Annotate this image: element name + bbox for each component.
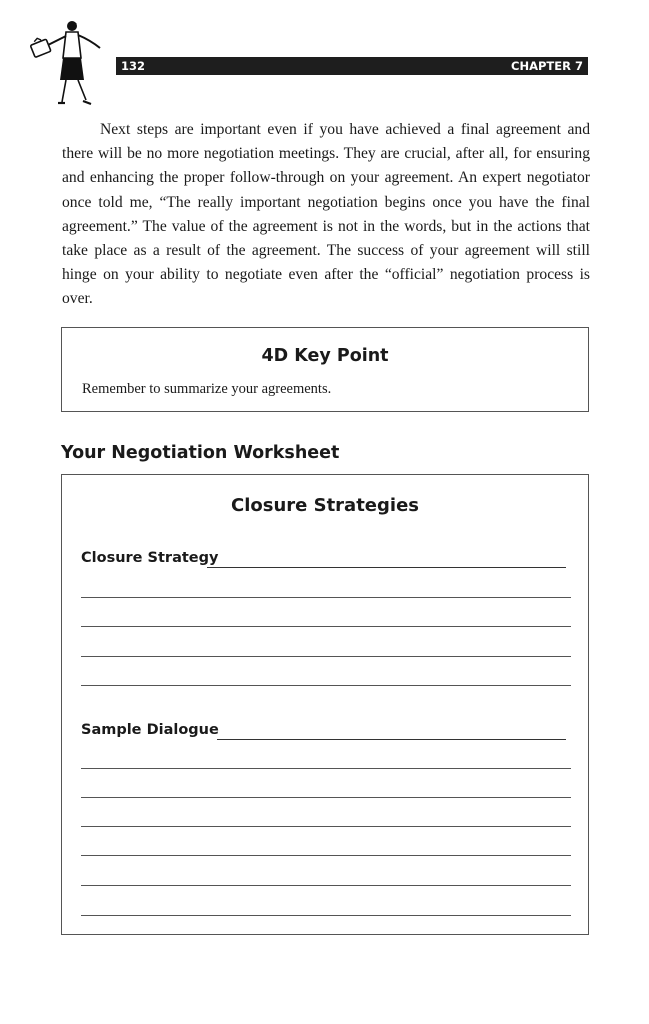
- closure-strategy-field[interactable]: [207, 567, 566, 568]
- sample-dialogue-line[interactable]: [81, 826, 571, 827]
- sample-dialogue-line[interactable]: [81, 915, 571, 916]
- closure-strategy-line[interactable]: [81, 656, 571, 657]
- closure-strategy-line[interactable]: [81, 597, 571, 598]
- worksheet-title: Closure Strategies: [230, 495, 419, 516]
- sample-dialogue-line[interactable]: [81, 885, 571, 886]
- key-point-box: [61, 327, 589, 412]
- sample-dialogue-field[interactable]: [217, 739, 566, 740]
- body-paragraph: Next steps are important even if you have achieved a final agreement and there will be no more negotiation meetings. They are crucial, after all, for ensuring and enhancing the proper follow-through on your agreement. An expert negotiator once told me, “The really important negotiation begins once you have the final agreement.” The value of the agreement is not in the words, but in the actions that take place as a result of the agreement. The success of your agreement will still hinge on your ability to negotiate even after the “official” negotiation process is over.: [62, 121, 590, 308]
- businesswoman-with-briefcase-icon: [28, 18, 106, 106]
- page-number: 132: [121, 59, 146, 73]
- closure-strategy-line[interactable]: [81, 685, 571, 686]
- closure-strategy-label: Closure Strategy: [81, 550, 219, 566]
- running-header: [116, 57, 588, 75]
- sample-dialogue-label: Sample Dialogue: [81, 722, 219, 738]
- sample-dialogue-line[interactable]: [81, 855, 571, 856]
- chapter-label: CHAPTER 7: [511, 59, 583, 73]
- sample-dialogue-line[interactable]: [81, 768, 571, 769]
- key-point-text: Remember to summarize your agreements.: [82, 381, 332, 397]
- key-point-title: 4D Key Point: [261, 346, 389, 366]
- worksheet-box: [61, 474, 589, 935]
- sample-dialogue-line[interactable]: [81, 797, 571, 798]
- worksheet-heading: Your Negotiation Worksheet: [61, 443, 340, 463]
- closure-strategy-line[interactable]: [81, 626, 571, 627]
